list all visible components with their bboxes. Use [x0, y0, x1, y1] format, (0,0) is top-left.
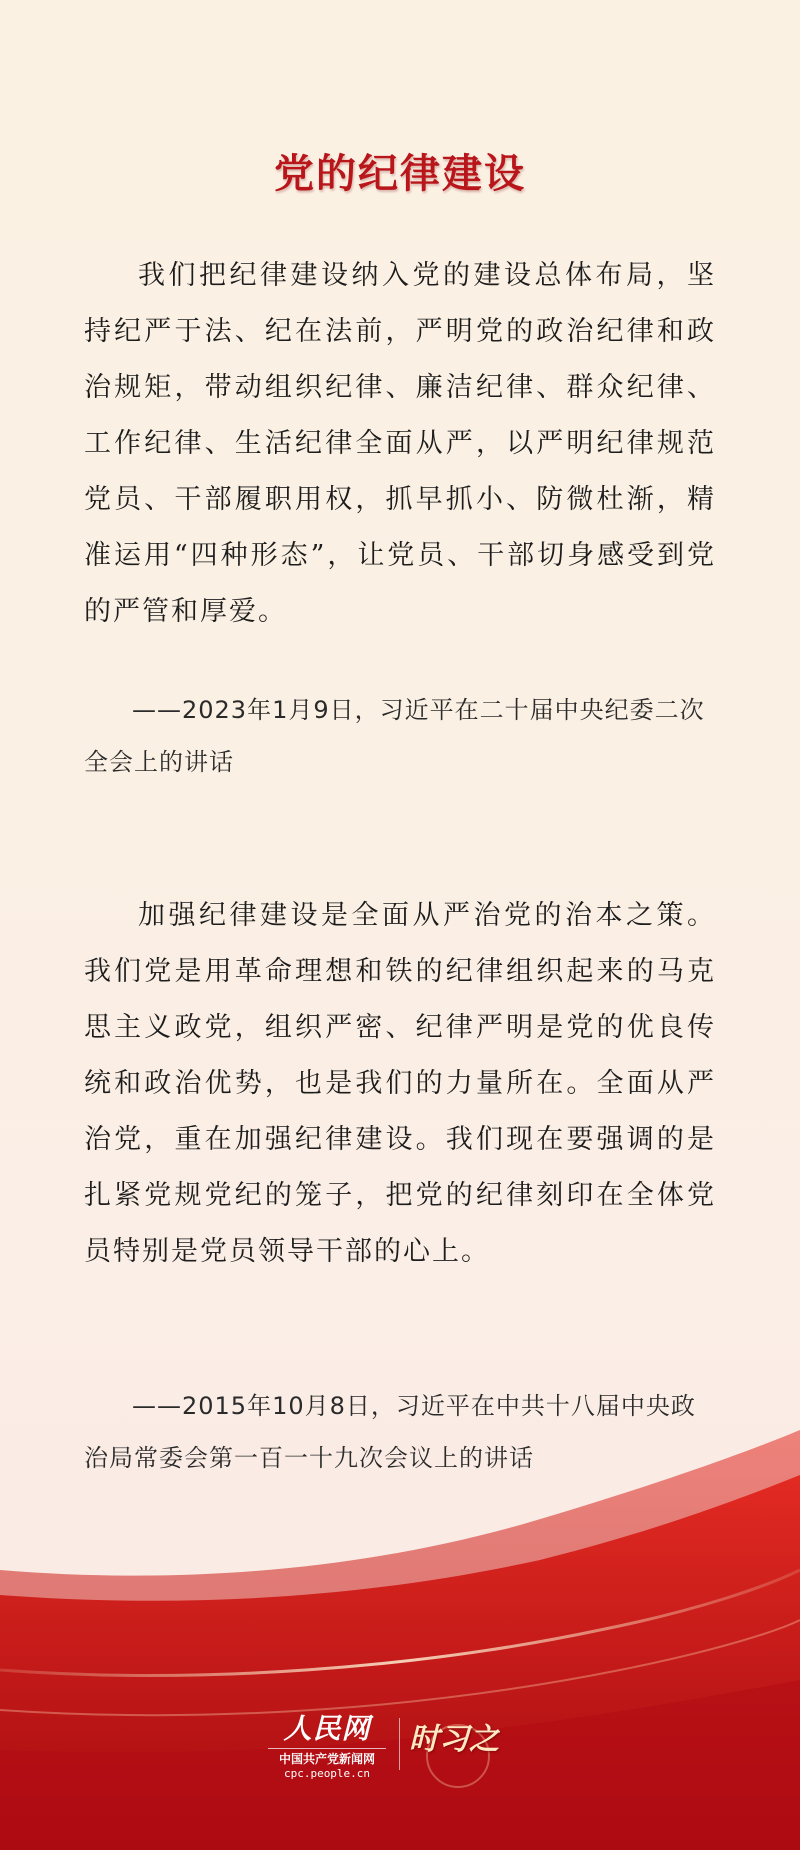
- quote-paragraph-1: 我们把纪律建设纳入党的建设总体布局，坚持纪严于法、纪在法前，严明党的政治纪律和政治规矩，带动组织纪律、廉洁纪律、群众纪律、工作纪律、生活纪律全面从严，以严明纪律规范党员、干部履职用权，抓早抓小、防微杜渐，精准运用“四种形态”，让党员、干部切身感受到党的严管和厚爱。: [84, 260, 716, 627]
- people-logo: [262, 1712, 392, 1781]
- quote-source-2: ——2015年10月8日，习近平在中共十八届中央政治局常委会第一百一十九次会议上的讲话: [84, 1392, 696, 1472]
- quote-source-1: ——2023年1月9日，习近平在二十届中央纪委二次全会上的讲话: [84, 696, 705, 776]
- column-logo: [404, 1714, 504, 1786]
- people-logo-sub: 中国共产党新闻网: [268, 1748, 386, 1767]
- footer-logos: [0, 1712, 800, 1802]
- people-logo-url: cpc.people.cn: [283, 1767, 371, 1780]
- logo-divider: [399, 1718, 400, 1770]
- page-title: 党的纪律建设: [274, 151, 526, 197]
- quote-paragraph-2: 加强纪律建设是全面从严治党的治本之策。我们党是用革命理想和铁的纪律组织起来的马克思主义政党，组织严密、纪律严明是党的优良传统和政治优势，也是我们的力量所在。全面从严治党，重在加强纪律建设。我们现在要强调的是扎紧党规党纪的笼子，把党的纪律刻印在全体党员特别是党员领导干部的心上。: [84, 900, 716, 1267]
- column-logo-text: 时习之: [409, 1722, 499, 1757]
- people-logo-main: 人民网: [283, 1712, 371, 1745]
